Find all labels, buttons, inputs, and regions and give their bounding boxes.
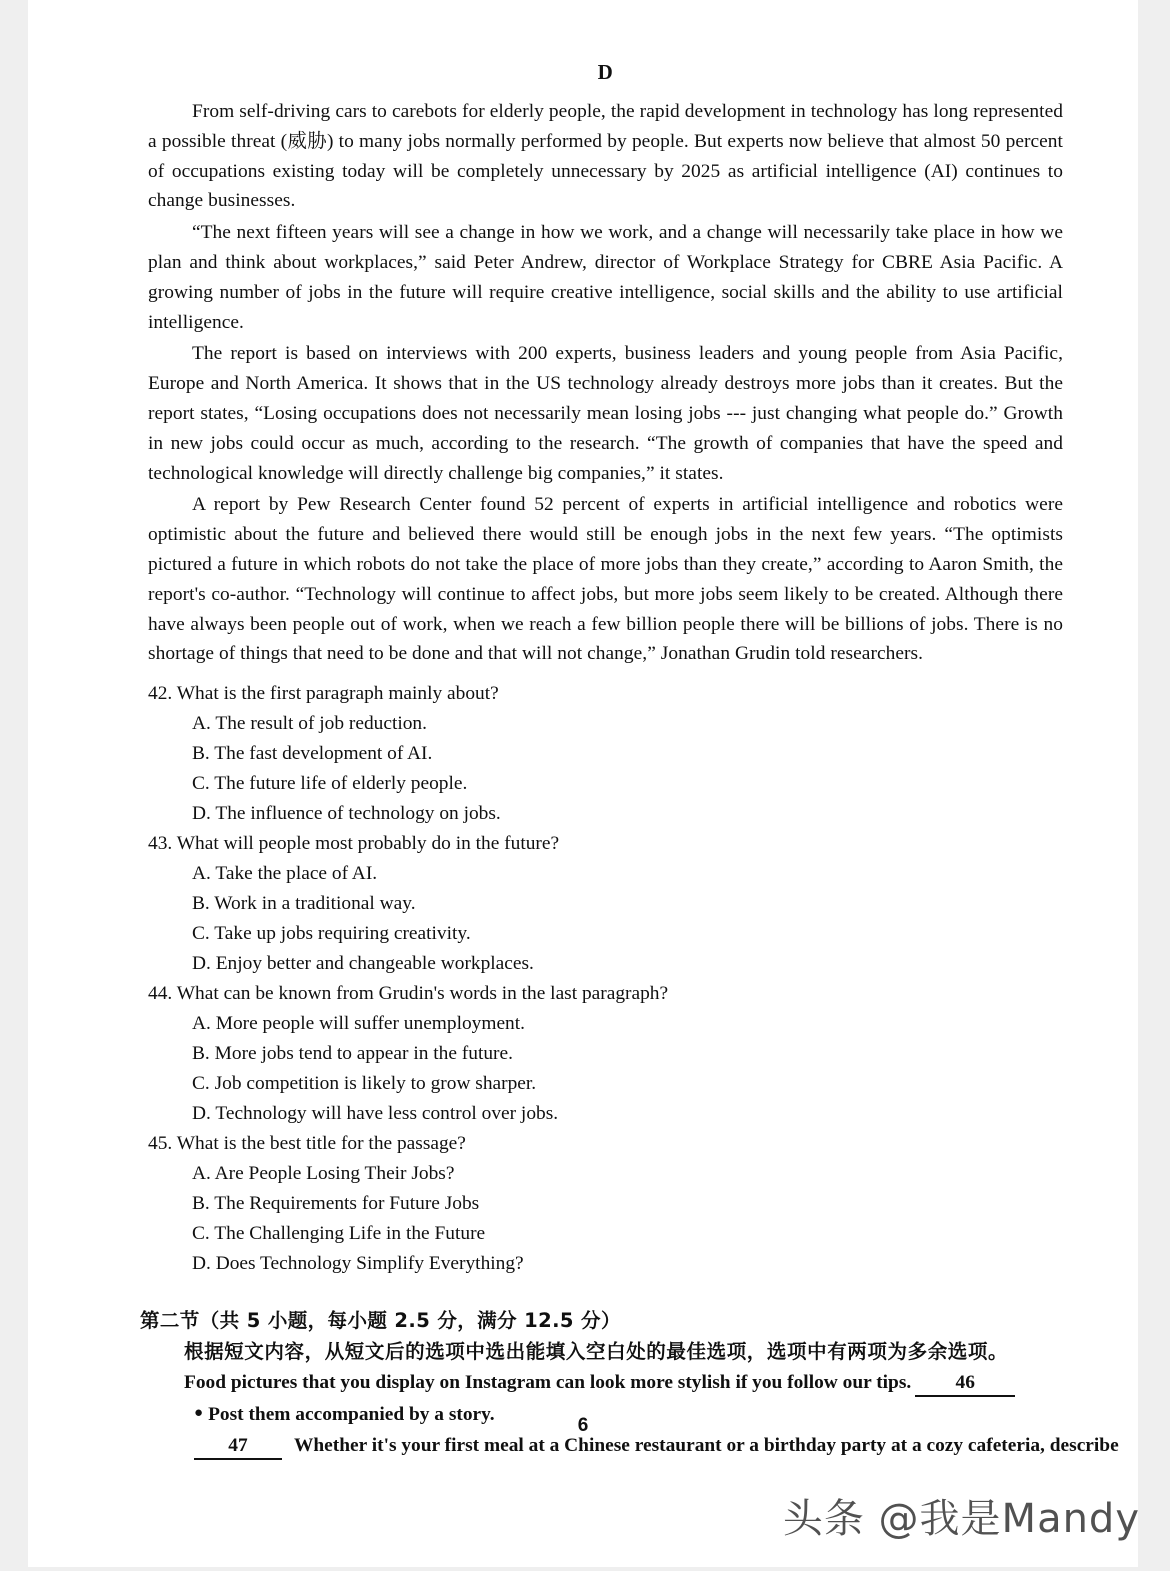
passage-paragraph-3: The report is based on interviews with 200 experts, business leaders and young people from Asia Pacific, Europe and North America. It shows that in the US technology already destroys more jobs than it creates. But the report states, “Losing occupations does not necessarily mean losing jobs --- just changing what people do.” Growth in new jobs could occur as much, according to the research. “The growth of companies that have the speed and technological knowledge will directly challenge big companies,” it states.	[148, 343, 1063, 484]
question-option[interactable]: B. More jobs tend to appear in the future.	[192, 1043, 513, 1065]
question-option[interactable]: D. Enjoy better and changeable workplaces.	[192, 953, 534, 975]
section-letter: D	[597, 60, 614, 84]
section-two-instruction: 根据短文内容，从短文后的选项中选出能填入空白处的最佳选项，选项中有两项为多余选项。	[184, 1340, 1009, 1364]
blank-46[interactable]: 46	[915, 1371, 1015, 1397]
passage-paragraph-1: From self-driving cars to carebots for elderly people, the rapid development in technology has long represented a possible threat (威胁) to many jobs normally performed by people. But experts now believe that almost 50 percent of occupations existing today will be completely unnecessary by 2025 as artificial intelligence (AI) continues to change businesses.	[148, 101, 1063, 212]
question-option[interactable]: A. Are People Losing Their Jobs?	[192, 1163, 455, 1185]
question-option[interactable]: D. The influence of technology on jobs.	[192, 803, 501, 825]
question-option[interactable]: C. The Challenging Life in the Future	[192, 1223, 486, 1245]
question-option[interactable]: B. Work in a traditional way.	[192, 893, 416, 915]
reading-passage	[148, 97, 1063, 669]
question-option[interactable]: A. Take the place of AI.	[192, 863, 378, 885]
section-two-heading: 第二节（共 5 小题，每小题 2.5 分，满分 12.5 分）	[140, 1309, 621, 1333]
cloze-bullet-1-text: Post them accompanied by a story.	[208, 1404, 495, 1426]
question-option[interactable]: C. Job competition is likely to grow sharper.	[192, 1073, 537, 1095]
question-stem: 44. What can be known from Grudin's words in the last paragraph?	[148, 983, 669, 1005]
page-content	[140, 60, 1119, 1461]
question-option[interactable]: C. The future life of elderly people.	[192, 773, 468, 795]
question-option[interactable]: A. The result of job reduction.	[192, 713, 427, 735]
blank-47[interactable]: 47	[194, 1434, 282, 1460]
question-stem: 42. What is the first paragraph mainly about?	[148, 683, 499, 705]
question-option[interactable]: D. Technology will have less control over jobs.	[192, 1103, 559, 1125]
question-option[interactable]: D. Does Technology Simplify Everything?	[192, 1253, 524, 1275]
question-option[interactable]: B. The fast development of AI.	[192, 743, 433, 765]
question-stem: 43. What will people most probably do in the future?	[148, 833, 560, 855]
passage-paragraph-4: A report by Pew Research Center found 52 percent of experts in artificial intelligence and robotics were optimistic about the future and believed there would still be enough jobs in the next few years. “The optimists pictured a future in which robots do not take the place of more jobs than they create,” according to Aaron Smith, the report's co-author. “Technology will continue to affect jobs, but more jobs seem likely to be created. Although there have always been people out of work, when we reach a few billion people there will be billions of jobs. There is no shortage of things that need to be done and that will not change,” Jonathan Grudin told researchers.	[148, 494, 1063, 665]
question-item	[148, 1129, 1063, 1279]
question-option[interactable]: A. More people will suffer unemployment.	[192, 1013, 525, 1035]
bullet-dot-icon: ●	[194, 1405, 204, 1422]
section-two	[140, 1305, 1119, 1461]
question-stem: 45. What is the best title for the passage?	[148, 1133, 466, 1155]
questions-list	[148, 679, 1063, 1279]
question-item	[148, 979, 1063, 1129]
cloze-line-47-text: Whether it's your first meal at a Chinese restaurant or a birthday party at a cozy cafeteria, describe	[294, 1435, 1119, 1457]
question-item	[148, 679, 1063, 829]
cloze-lead-line	[148, 1367, 1063, 1398]
watermark: 头条 @我是Mandy	[782, 1496, 1140, 1542]
question-option[interactable]: C. Take up jobs requiring creativity.	[192, 923, 471, 945]
question-item	[148, 829, 1063, 979]
question-option[interactable]: B. The Requirements for Future Jobs	[192, 1193, 480, 1215]
cloze-lead-text: Food pictures that you display on Instagram can look more stylish if you follow our tips.	[184, 1372, 912, 1394]
passage-paragraph-2: “The next fifteen years will see a change in how we work, and a change will necessarily take place in how we plan and think about workplaces,” said Peter Andrew, director of Workplace Strategy for CBRE Asia Pacific. A growing number of jobs in the future will require creative intelligence, social skills and the ability to use artificial intelligence.	[148, 222, 1063, 333]
page-number: 6	[577, 1415, 589, 1436]
scanned-page-sheet	[28, 0, 1138, 1567]
